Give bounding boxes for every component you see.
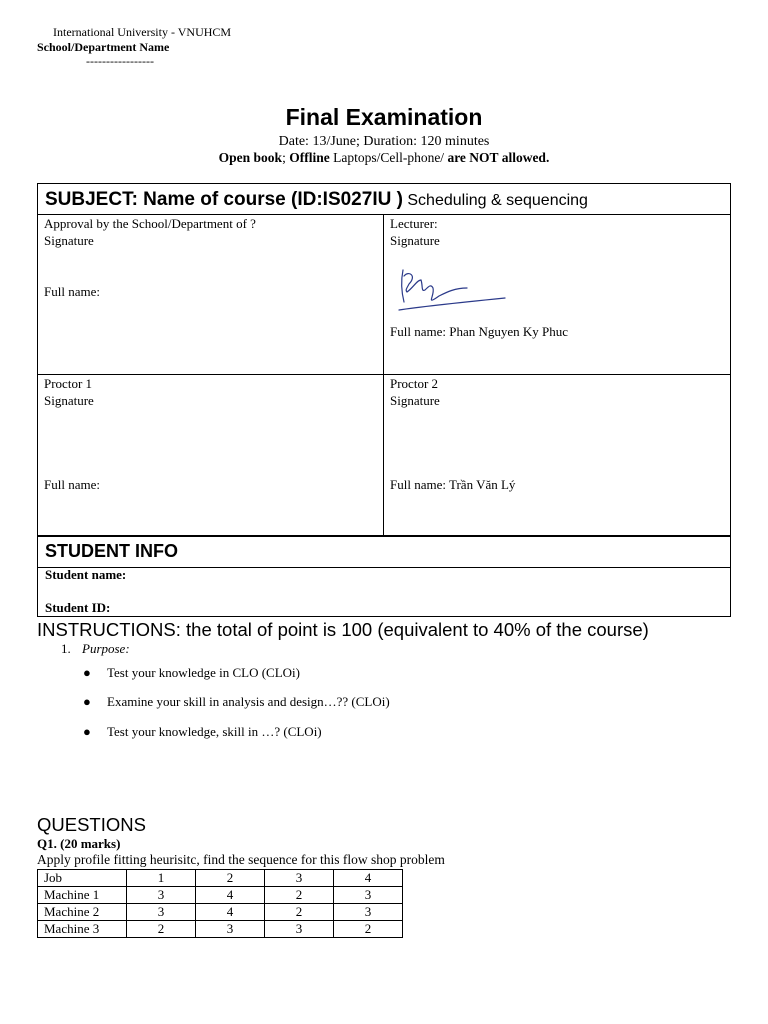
rule-devices: Laptops/Cell-phone/ — [329, 150, 448, 165]
rule-offline: Offline — [289, 150, 330, 165]
proctor1-signature: Signature — [44, 393, 94, 408]
rule-sep: ; — [282, 150, 290, 165]
table-cell: 4 — [196, 904, 265, 921]
student-name-label: Student name: — [45, 567, 127, 582]
proctor1-fullname: Full name: — [44, 477, 100, 492]
table-cell: 3 — [127, 887, 196, 904]
lecturer-signature-label: Signature — [390, 233, 440, 248]
table-cell: 3 — [265, 870, 334, 887]
approval-school-signature: Signature — [44, 233, 94, 248]
list-item — [83, 694, 390, 710]
approval-grid — [37, 214, 731, 536]
table-cell: 2 — [265, 887, 334, 904]
student-info-separator — [38, 567, 730, 568]
list-item — [83, 724, 322, 740]
table-cell: 4 — [334, 870, 403, 887]
table-cell: Machine 1 — [38, 887, 127, 904]
table-cell: 2 — [265, 904, 334, 921]
table-cell: 1 — [127, 870, 196, 887]
table-cell: 3 — [334, 887, 403, 904]
exam-title: Final Examination — [285, 104, 483, 130]
q1-description: Apply profile fitting heurisitc, find the sequence for this flow shop problem — [37, 852, 445, 867]
table-cell: 4 — [196, 887, 265, 904]
table-cell: 3 — [334, 904, 403, 921]
approval-school-title: Approval by the School/Department of ? — [44, 216, 256, 231]
q1-label: Q1. (20 marks) — [37, 836, 121, 851]
proctor1-title: Proctor 1 — [44, 376, 93, 391]
table-row — [38, 921, 403, 938]
student-info-title: STUDENT INFO — [45, 541, 178, 561]
bullet-dot: ● — [83, 724, 91, 739]
student-id-label: Student ID: — [45, 600, 111, 615]
proctor2-fullname: Full name: Trần Văn Lý — [390, 477, 516, 492]
table-cell: Machine 3 — [38, 921, 127, 938]
subject-id: SUBJECT: Name of course (ID:IS027IU ) — [45, 189, 403, 210]
rule-not-allowed: are NOT allowed. — [447, 150, 550, 165]
rule-open-book: Open book — [218, 150, 283, 165]
subject-label — [45, 189, 588, 211]
exam-date-line: Date: 13/June; Duration: 120 minutes — [278, 134, 490, 149]
lecturer-fullname: Full name: Phan Nguyen Ky Phuc — [390, 324, 569, 339]
grid-divider-vertical — [383, 214, 384, 536]
purpose-label: Purpose: — [82, 641, 130, 656]
bullet-text: Examine your skill in analysis and design…?? (CLOi) — [107, 694, 390, 709]
table-cell: 3 — [196, 921, 265, 938]
approval-school-fullname: Full name: — [44, 284, 100, 299]
table-cell: 2 — [334, 921, 403, 938]
table-cell: Job — [38, 870, 127, 887]
table-cell: 3 — [265, 921, 334, 938]
purpose-number: 1. — [61, 641, 71, 656]
proctor2-title: Proctor 2 — [390, 376, 439, 391]
student-info-box — [37, 536, 731, 617]
subject-row — [37, 183, 731, 215]
table-row — [38, 904, 403, 921]
lecturer-title: Lecturer: — [390, 216, 438, 231]
table-cell: Machine 2 — [38, 904, 127, 921]
questions-heading: QUESTIONS — [37, 814, 146, 835]
bullet-dot: ● — [83, 665, 91, 680]
table-cell: 2 — [196, 870, 265, 887]
grid-divider-horizontal — [37, 374, 731, 375]
list-item — [83, 665, 300, 681]
instructions-heading: INSTRUCTIONS: the total of point is 100 (equivalent to 40% of the course) — [37, 619, 649, 640]
bullet-dot: ● — [83, 694, 91, 709]
subject-name: Scheduling & sequencing — [402, 192, 588, 209]
university-name: International University - VNUHCM — [53, 25, 232, 39]
table-row — [38, 887, 403, 904]
department-name: School/Department Name — [37, 40, 170, 54]
exam-rules — [0, 150, 768, 166]
bullet-text: Test your knowledge in CLO (CLOi) — [107, 665, 300, 680]
lecturer-signature-image — [395, 266, 515, 318]
table-cell: 2 — [127, 921, 196, 938]
table-cell: 3 — [127, 904, 196, 921]
bullet-text: Test your knowledge, skill in …? (CLOi) — [107, 724, 322, 739]
proctor2-signature: Signature — [390, 393, 440, 408]
header-divider: ----------------- — [86, 54, 154, 68]
table-header-row — [38, 870, 403, 887]
processing-time-table — [37, 869, 403, 938]
